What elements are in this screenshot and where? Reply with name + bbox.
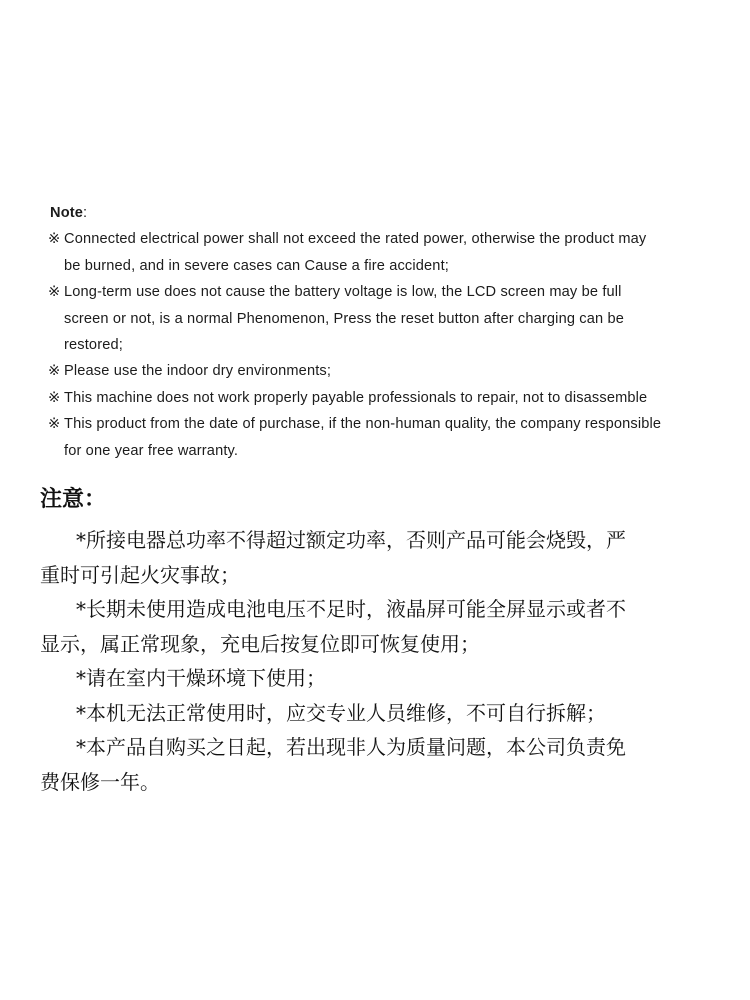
reference-mark-icon: ※ <box>48 231 61 248</box>
chinese-note-item: *本机无法正常使用时，应交专业人员维修，不可自行拆解； <box>76 700 606 725</box>
english-note-item <box>48 358 738 384</box>
english-note-item <box>48 226 738 279</box>
english-note-title-text: Note <box>50 205 84 221</box>
english-note-section <box>48 200 738 464</box>
english-note-item <box>48 385 750 411</box>
english-note-item-text: This machine does not work properly payable professionals to repair, not to disassemble <box>64 389 648 406</box>
chinese-note-item: *所接电器总功率不得超过额定功率，否则产品可能会烧毁，严 重时可引起火灾事故； <box>40 528 626 587</box>
english-note-title <box>50 200 738 226</box>
english-note-item <box>48 279 738 358</box>
chinese-note-section <box>40 479 712 799</box>
chinese-note-item: *请在室内干燥环境下使用； <box>76 666 326 690</box>
english-note-item <box>48 411 750 464</box>
chinese-note-item: *长期未使用造成电池电压不足时，液晶屏可能全屏显示或者不 显示，属正常现象，充电后按复位即可恢复使用； <box>40 597 626 656</box>
reference-mark-icon: ※ <box>48 389 61 406</box>
chinese-note-item: *本产品自购买之日起，若出现非人为质量问题，本公司负责免 费保修一年。 <box>40 735 626 794</box>
english-note-item-text: Long-term use does not cause the battery voltage is low, the LCD screen may be full screen or not, is a normal Phenomenon, Press the reset button after charging can be restored; <box>64 284 625 354</box>
english-note-title-colon: : <box>83 205 88 221</box>
english-note-item-text: Connected electrical power shall not exceed the rated power, otherwise the product may be burned, and in severe cases can Cause a fire accident; <box>64 231 647 274</box>
reference-mark-icon: ※ <box>48 363 61 380</box>
reference-mark-icon: ※ <box>48 416 61 433</box>
chinese-note-title: 注意： <box>40 486 107 512</box>
reference-mark-icon: ※ <box>48 284 61 301</box>
english-note-item-text: This product from the date of purchase, if the non-human quality, the company responsible for one year free warranty. <box>64 416 662 459</box>
english-note-item-text: Please use the indoor dry environments; <box>64 363 332 380</box>
